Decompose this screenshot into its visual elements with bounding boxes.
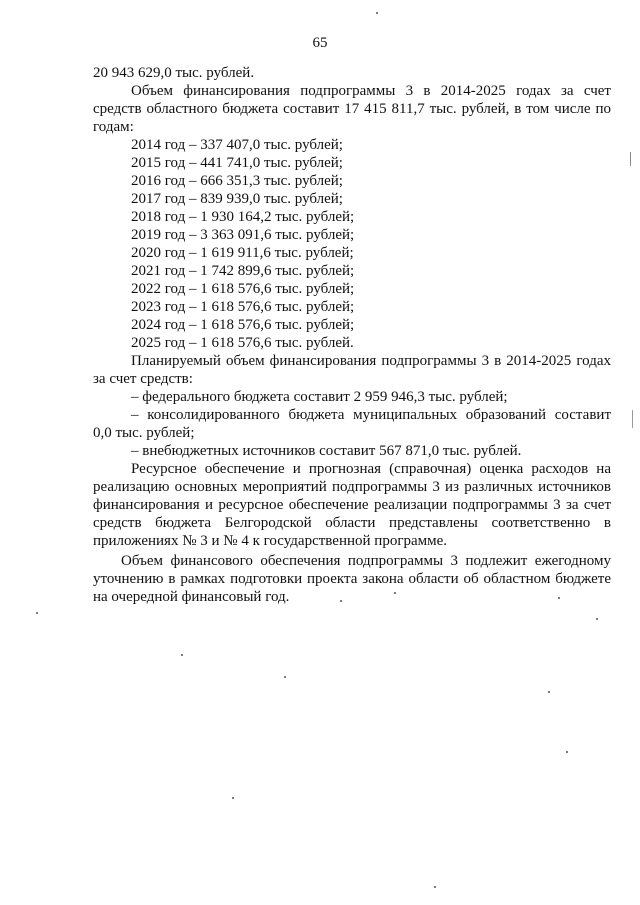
paragraph-resource-support [93,460,611,550]
year-item: 2024 год – 1 618 576,6 тыс. рублей; [131,317,355,333]
scan-speck [232,797,234,799]
year-item: 2020 год – 1 619 911,6 тыс. рублей; [131,245,354,261]
text-line: Объем финансирования подпрограммы 3 в 2014-2025 годах за счет [131,83,611,99]
scan-speck [630,152,631,166]
year-item: 2025 год – 1 618 576,6 тыс. рублей. [131,335,354,351]
year-item: 2014 год – 337 407,0 тыс. рублей; [131,137,343,153]
scan-speck [284,676,286,678]
year-item: 2018 год – 1 930 164,2 тыс. рублей; [131,209,355,225]
source-extrabudget: – внебюджетных источников составит 567 871,0 тыс. рублей. [131,443,522,459]
text-line: годам: [93,119,134,135]
scan-speck [566,751,568,753]
year-item: 2021 год – 1 742 899,6 тыс. рублей; [131,263,355,279]
year-list [93,136,611,352]
scan-speck [376,12,378,14]
year-item: 2016 год – 666 351,3 тыс. рублей; [131,173,343,189]
scan-speck [558,597,560,599]
source-federal: – федерального бюджета составит 2 959 946,3 тыс. рублей; [131,389,508,405]
text-line: за счет средств: [93,371,193,387]
text-line: 0,0 тыс. рублей; [93,425,195,441]
source-consolidated: – консолидированного бюджета муниципальных образований составит [131,407,611,423]
scan-speck [548,691,550,693]
year-item: 2017 год – 839 939,0 тыс. рублей; [131,191,343,207]
text-line: Планируемый объем финансирования подпрограммы 3 в 2014-2025 годах [131,353,611,369]
text-line-total: 20 943 629,0 тыс. рублей. [93,65,255,81]
year-item: 2015 год – 441 741,0 тыс. рублей; [131,155,343,171]
text-line: средств бюджета Белгородской области представлены соответственно в [93,515,611,531]
scan-speck [632,410,633,428]
text-line: реализацию основных мероприятий подпрограммы 3 из различных источников [93,479,611,495]
paragraph-regional-budget [93,82,611,136]
scan-speck [36,612,38,614]
year-item: 2023 год – 1 618 576,6 тыс. рублей; [131,299,355,315]
text-line: средств областного бюджета составит 17 415 811,7 тыс. рублей, в том числе по [93,101,611,117]
text-line: финансирования и ресурсное обеспечение реализации подпрограммы 3 за счет [93,497,611,513]
text-line: на очередной финансовый год. [93,589,290,605]
paragraph-annual-refinement [93,552,611,606]
page-number: 65 [312,35,328,51]
year-item: 2022 год – 1 618 576,6 тыс. рублей; [131,281,355,297]
year-item: 2019 год – 3 363 091,6 тыс. рублей; [131,227,355,243]
scan-speck [181,654,183,656]
paragraph-funding-sources [93,352,611,460]
scan-speck [596,618,598,620]
text-line: Объем финансового обеспечения подпрограммы 3 подлежит ежегодному [121,553,611,569]
document-body [93,64,611,606]
scan-speck [394,592,396,594]
scan-speck [434,886,436,888]
scan-speck [340,600,342,602]
text-line: Ресурсное обеспечение и прогнозная (справочная) оценка расходов на [131,461,611,477]
text-line: уточнению в рамках подготовки проекта закона области об областном бюджете [93,571,611,587]
text-line: приложениях № 3 и № 4 к государственной программе. [93,533,448,549]
